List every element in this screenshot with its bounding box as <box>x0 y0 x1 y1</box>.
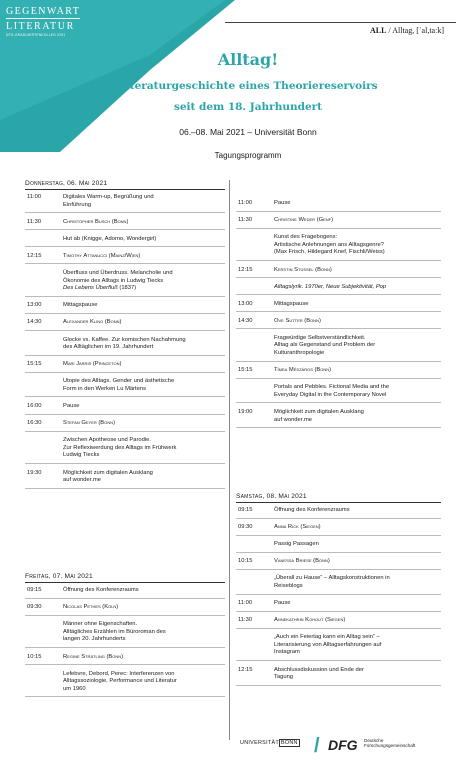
schedule-row <box>25 302 225 314</box>
headword-bold: ALL <box>370 26 387 35</box>
text-line: Ove Sutter (Bonn) <box>274 317 321 324</box>
text-line: Christopher Busch (Bonn) <box>63 218 129 225</box>
session-text <box>63 403 225 411</box>
schedule-row <box>236 541 441 553</box>
text-line: Passig Passagen <box>274 541 319 548</box>
text-line: Stefan Geyer (Bonn) <box>63 420 115 427</box>
schedule-row <box>236 234 441 261</box>
headword <box>370 26 444 35</box>
subtitle-line1: Literaturgeschichte eines Theoriereservoirs <box>118 80 378 92</box>
text-line: „Überall zu Hause“ – Alltagskonstruktionen in <box>274 575 390 582</box>
logo-line2: LITERATUR <box>6 21 75 32</box>
session-text <box>274 384 441 399</box>
schedule-row <box>236 524 441 536</box>
speaker <box>274 217 441 225</box>
text-line: Ludwig Tiecks <box>63 452 100 459</box>
text-line: Glocke vs. Kaffee. Zur komischen Nachahmung <box>63 336 186 343</box>
text-line: des Alltäglichen im 19. Jahrhundert <box>63 344 154 351</box>
text-line: Artistische Anlehnungen ans Alltagsgenre? <box>274 241 384 248</box>
text-line: (Max Frisch, Hildegard Knef, Fischli/Weiss) <box>274 249 385 256</box>
schedule-row <box>25 604 225 616</box>
schedule-row <box>236 301 441 313</box>
text-tail: (1837) <box>117 285 137 292</box>
header-rule <box>225 22 456 23</box>
text-line: Alltagslyrik. 1970er, Neue Subjektivität, Pop <box>274 283 387 290</box>
schedule-row <box>236 617 441 629</box>
gegenwart-literatur-logo <box>6 6 80 37</box>
schedule-row <box>236 634 441 661</box>
session-text <box>63 337 225 352</box>
time: 19:00 <box>238 409 253 415</box>
session-text <box>274 335 441 358</box>
time: 11:00 <box>238 200 253 206</box>
speaker <box>63 420 225 428</box>
text-line: Öffnung des Konferenzraums <box>274 507 350 513</box>
time: 11:30 <box>238 617 253 624</box>
schedule-row <box>236 558 441 570</box>
speaker <box>274 524 441 532</box>
text-line: Zwischen Apotheose und Parodie. <box>63 437 151 444</box>
text-line: Männer ohne Eigenschaften. <box>63 621 138 628</box>
time: 12:15 <box>27 252 42 259</box>
text-line: Öffnung des Konferenzraums <box>63 587 139 593</box>
dfg-line2: Forschungsgemeinschaft <box>364 743 416 749</box>
text-line: Pause <box>63 403 80 409</box>
schedule-row <box>25 219 225 231</box>
schedule-row <box>25 470 225 489</box>
schedule-row <box>236 575 441 594</box>
speaker <box>274 558 441 566</box>
text-line: Mittagspause <box>274 300 309 307</box>
text-line: langen 20. Jahrhunderts <box>63 636 126 643</box>
subtitle-line2: seit dem 18. Jahrhundert <box>173 101 323 113</box>
session-text <box>274 301 441 309</box>
text-line: um 1960 <box>63 685 86 692</box>
session-text <box>274 284 441 292</box>
schedule-row <box>236 507 441 519</box>
time: 13:00 <box>27 302 42 309</box>
time: 16:30 <box>27 420 42 427</box>
session-text <box>63 194 225 209</box>
speaker <box>274 367 441 375</box>
text-line: Alltägliches Erzählen im Büroroman des <box>63 628 166 635</box>
text-line: Pause <box>274 600 291 607</box>
text-line: Form in den Werken Lu Märtens <box>63 385 147 392</box>
time: 16:00 <box>27 403 42 409</box>
schedule-row <box>25 319 225 331</box>
time: 09:15 <box>27 587 42 593</box>
text-line: Digitales Warm-up, Begrüßung und <box>63 194 154 200</box>
event-dateline: 06.–08. Mai 2021 – Universität Bonn <box>179 127 317 137</box>
session-text <box>274 200 441 208</box>
speaker <box>63 253 225 261</box>
time: 11:30 <box>27 218 42 225</box>
schedule-row <box>25 236 225 248</box>
session-text <box>63 270 225 293</box>
speaker <box>63 604 225 612</box>
time: 13:00 <box>238 300 253 307</box>
schedule-row <box>25 654 225 666</box>
time: 19:30 <box>27 469 42 476</box>
session-text <box>274 634 441 657</box>
time: 12:15 <box>238 266 253 273</box>
schedule-row <box>236 217 441 229</box>
text-line: Möglichkeit zum digitalen Ausklang <box>63 469 153 476</box>
text-line: Alexander Kling (Bonn) <box>63 319 122 326</box>
session-text <box>274 409 441 424</box>
text-line: Reiseblogs <box>274 582 303 589</box>
text-line: auf wonder.me <box>274 416 313 423</box>
text-line: Kulturanthropologie <box>274 350 325 357</box>
session-text <box>63 587 225 595</box>
time: 10:15 <box>27 653 42 660</box>
text-line: Ökonomie des Alltags in Ludwig Tiecks <box>63 277 164 284</box>
schedule-row <box>236 200 441 212</box>
time: 09:30 <box>238 524 253 531</box>
text-line: Alltagssoziologie, Performance und Literatur <box>63 678 177 685</box>
program-heading: Tagungsprogramm <box>214 151 282 160</box>
italic-title: Des Lebens Überfluß <box>63 285 118 292</box>
text-line: Alltag als Gegenstand und Problem der <box>274 342 376 349</box>
dfg-logo: DFG <box>328 737 358 753</box>
dfg-line1: Deutsche <box>364 738 384 743</box>
column-divider <box>229 180 230 740</box>
text-line <box>63 285 225 293</box>
uni-word: UNIVERSITÄT <box>240 740 279 746</box>
text-line: Vanessa Briese (Bonn) <box>274 558 330 565</box>
schedule-row <box>25 253 225 265</box>
time: 09:15 <box>238 507 253 513</box>
logo-line1: GEGENWART <box>6 6 81 17</box>
bonn-word: BONN <box>280 740 298 746</box>
session-text <box>63 621 225 644</box>
sponsor-logos <box>240 735 450 757</box>
schedule-row <box>25 403 225 415</box>
time: 15:15 <box>238 367 253 374</box>
text-line: Möglichkeit zum digitalen Ausklang <box>274 409 364 415</box>
session-text <box>274 600 441 608</box>
schedule-row <box>25 270 225 297</box>
schedule-row <box>25 337 225 356</box>
schedule-row <box>25 420 225 432</box>
session-text <box>63 671 225 694</box>
text-line: „Auch ein Feiertag kann ein Alltag sein“ – <box>274 634 380 641</box>
schedule-row <box>25 621 225 648</box>
text-line: Timothy Attanucci (Mainz/Wien) <box>63 252 141 259</box>
time: 09:30 <box>27 604 42 611</box>
schedule-row <box>25 587 225 599</box>
text-line: Utopie des Alltags. Gender und ästhetische <box>63 378 175 385</box>
slash-separator: / <box>314 735 320 757</box>
speaker <box>63 219 225 227</box>
session-text <box>63 302 225 310</box>
schedule-row <box>236 384 441 403</box>
text-line: auf wonder.me <box>63 477 102 484</box>
schedule-row <box>236 335 441 362</box>
text-line: Instagram <box>274 649 300 656</box>
text-line: Zur Reflexiwerdung des Alltags im Frühwerk <box>63 444 177 451</box>
time: 14:30 <box>238 317 253 324</box>
session-text <box>274 541 441 549</box>
text-line: Tímea Mészáros (Bonn) <box>274 367 332 374</box>
headword-rest: / Alltag, [ˈal,taːk] <box>386 26 444 35</box>
schedule-row <box>236 600 441 612</box>
speaker <box>274 318 441 326</box>
text-line: Anna Rick (Siegen) <box>274 524 321 531</box>
text-line: Mari Jarris (Princeton) <box>63 361 122 368</box>
time: 10:15 <box>238 558 253 565</box>
schedule-row <box>236 284 441 296</box>
schedule-row <box>236 367 441 379</box>
day-heading: Freitag, 07. Mai 2021 <box>25 573 225 583</box>
logo-line3: DFG-GRADUIERTENKOLLEG 2291 <box>6 33 66 37</box>
text-line: Annekathrin Kohout (Siegen) <box>274 617 346 624</box>
text-line: Überfluss und Überdruss. Melancholie und <box>63 270 173 276</box>
text-line: Christine Weder (Genf) <box>274 217 334 224</box>
text-line: Mittagspause <box>63 302 98 309</box>
schedule-row <box>236 318 441 330</box>
text-line: Kerstin Stüssel (Bonn) <box>274 266 332 273</box>
schedule-row <box>25 671 225 698</box>
time: 11:00 <box>27 194 42 200</box>
time: 11:30 <box>238 217 253 224</box>
schedule-row <box>25 378 225 397</box>
session-text <box>63 378 225 393</box>
text-line: Fragwürdige Selbstverständlichkeit. <box>274 334 366 341</box>
text-line: Tagung <box>274 674 294 681</box>
time: 12:15 <box>238 666 253 673</box>
text-line: Kunst des Fragebogens: <box>274 234 338 241</box>
speaker <box>274 267 441 275</box>
text-line: Nicolas Pethes (Köln) <box>63 604 119 611</box>
text-line: Portals and Pebbles. Fictional Media and the <box>274 384 390 391</box>
speaker <box>63 319 225 327</box>
text-line: Einführung <box>63 201 92 208</box>
schedule-row <box>236 267 441 279</box>
session-text <box>274 667 441 682</box>
session-text <box>63 236 225 244</box>
schedule-row <box>236 409 441 428</box>
text-line: Pause <box>274 200 291 206</box>
time: 15:15 <box>27 361 42 368</box>
schedule-row <box>236 667 441 686</box>
text-line: Lefebvre, Debord, Perec: Interferenzen von <box>63 670 175 677</box>
text-line: Regine Strätling (Bonn) <box>63 653 124 660</box>
day-heading: Samstag, 08. Mai 2021 <box>236 493 441 503</box>
day-heading: Donnerstag, 06. Mai 2021 <box>25 180 225 190</box>
session-text <box>274 575 441 590</box>
text-line: Hut ab (Knigge, Adorno, Wondergirl) <box>63 235 157 242</box>
speaker <box>274 617 441 625</box>
session-text <box>274 507 441 515</box>
uni-bonn-logo <box>240 740 300 746</box>
speaker <box>63 361 225 369</box>
page-title: Alltag! <box>217 50 279 69</box>
session-text <box>63 470 225 485</box>
session-text <box>63 437 225 460</box>
speaker <box>63 654 225 662</box>
time: 11:00 <box>238 600 253 607</box>
session-text <box>274 234 441 257</box>
schedule-row <box>25 437 225 464</box>
time: 14:30 <box>27 319 42 326</box>
dfg-text <box>364 738 415 749</box>
schedule-row <box>25 361 225 373</box>
text-line: Everyday Digital in the Contemporary Novel <box>274 391 387 398</box>
schedule-row <box>25 194 225 213</box>
text-line: Abschlussdiskussion und Ende der <box>274 666 364 673</box>
text-line: Literarisierung von Alltagserfahrungen auf <box>274 641 382 648</box>
